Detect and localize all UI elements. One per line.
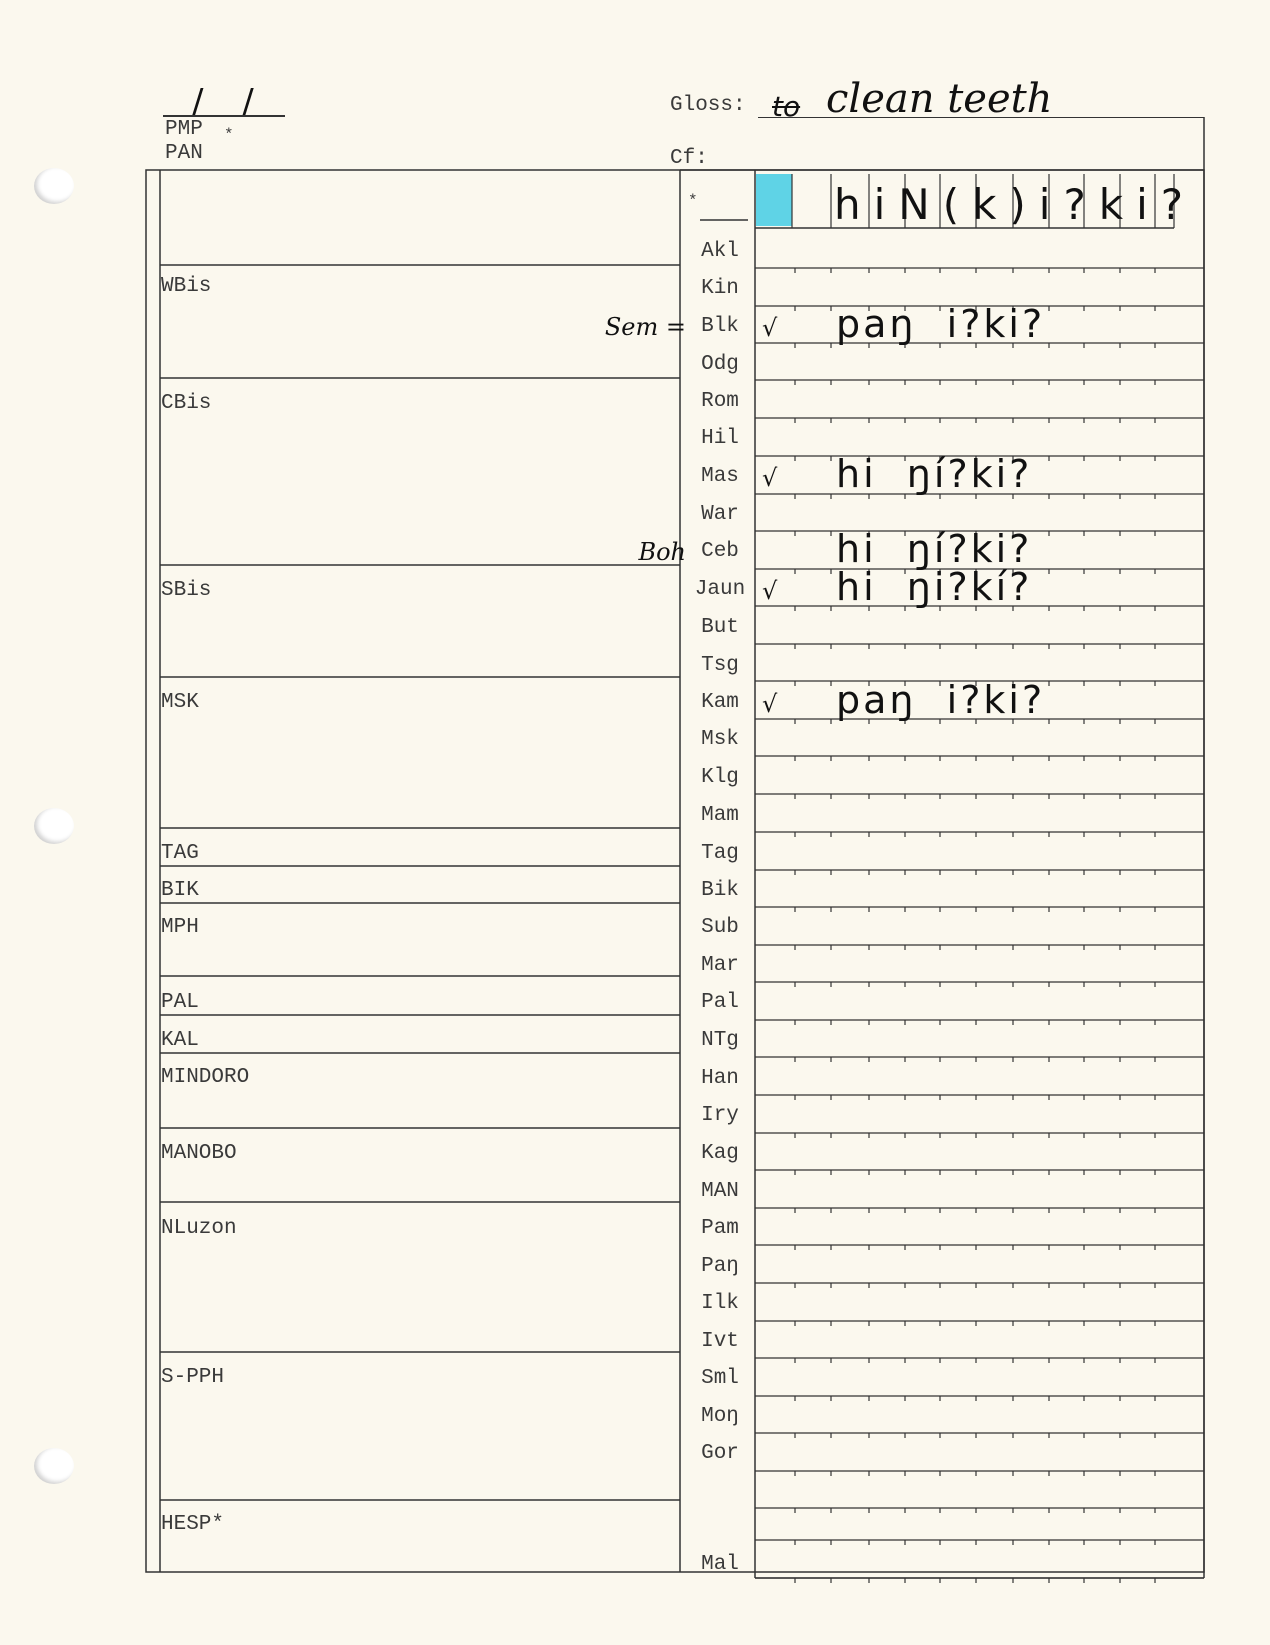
check-mark: √ [762,690,778,718]
language-abbr: Paŋ [701,1255,739,1278]
group-label: MPH [161,916,199,939]
group-label: CBis [161,392,212,415]
pmp-asterisk: * [224,126,234,144]
group-label: HESP* [161,1513,225,1536]
language-abbr: Ceb [701,540,739,563]
language-form: paŋ i?ki? [836,302,1046,346]
language-abbr: Mas [701,465,739,488]
group-label: MINDORO [161,1066,250,1089]
language-abbr: MAN [701,1180,739,1203]
language-abbr: Odg [701,353,739,376]
gloss-label: Gloss: [670,94,746,117]
group-label: NLuzon [161,1217,237,1240]
language-abbr: Mam [701,804,739,827]
language-abbr: Klg [701,766,739,789]
highlight-cell [756,174,792,226]
language-abbr: Msk [701,728,739,751]
group-label: PAL [161,991,199,1014]
proto-form: hiN(k)i?ki? [834,180,1197,229]
group-label: KAL [161,1029,199,1052]
group-label: S-PPH [161,1366,225,1389]
language-abbr: Sub [701,916,739,939]
margin-note: Boh [638,538,686,566]
language-abbr: Gor [701,1442,739,1465]
language-form: hi ŋí?ki? [836,527,1033,571]
language-abbr: Mal [701,1553,739,1576]
language-abbr: Sml [701,1367,739,1390]
language-abbr: Kin [701,277,739,300]
language-abbr: NTg [701,1029,739,1052]
language-abbr: Kag [701,1142,739,1165]
language-abbr: Hil [701,427,739,450]
margin-note: Sem = [604,313,686,341]
proto-asterisk: * [688,192,698,210]
language-form: hi ŋí?ki? [836,452,1033,496]
gloss-value: clean teeth [826,76,1053,122]
group-label: SBis [161,579,212,602]
check-mark: √ [762,314,778,342]
language-abbr: Mar [701,954,739,977]
language-abbr: Kam [701,691,739,714]
pmp-label: PMP [165,118,203,141]
number-slashes: / / [192,82,268,122]
language-form: hi ŋi?kí? [836,565,1033,609]
check-mark: √ [762,577,778,605]
group-label: BIK [161,879,199,902]
language-abbr: Han [701,1067,739,1090]
language-abbr: Tsg [701,654,739,677]
group-label: TAG [161,842,199,865]
language-abbr: Bik [701,879,739,902]
language-abbr: Jaun [694,578,746,601]
language-abbr: Pal [701,991,739,1014]
language-abbr: But [701,616,739,639]
language-abbr: Akl [701,240,739,263]
language-form: paŋ i?ki? [836,678,1046,722]
language-abbr: Iry [701,1104,739,1127]
cf-label: Cf: [670,147,708,170]
language-abbr: Ivt [701,1330,739,1353]
check-mark: √ [762,464,778,492]
group-label: WBis [161,275,212,298]
group-label: MANOBO [161,1142,237,1165]
language-abbr: Tag [701,842,739,865]
language-abbr: Rom [701,390,739,413]
language-abbr: Ilk [701,1292,739,1315]
language-abbr: Pam [701,1217,739,1240]
language-abbr: Moŋ [701,1405,739,1428]
gloss-strikethrough-mark: to [772,90,801,123]
language-abbr: Blk [701,315,739,338]
language-abbr: War [701,503,739,526]
group-label: MSK [161,691,199,714]
pan-label: PAN [165,142,203,165]
